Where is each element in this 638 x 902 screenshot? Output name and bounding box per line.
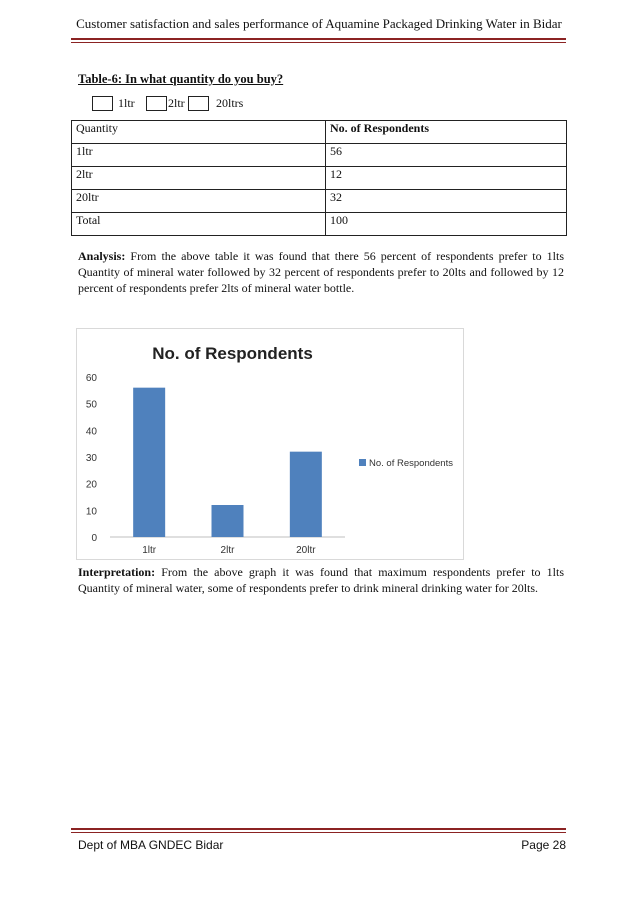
y-tick-label: 40 (85, 426, 97, 438)
table-header-quantity: Quantity (72, 121, 326, 144)
y-tick-label: 60 (85, 373, 97, 384)
y-tick-label: 30 (85, 453, 97, 464)
y-tick-label: 0 (91, 533, 97, 544)
header-rule-thin (71, 42, 566, 43)
table-cell-quantity: 20ltr (72, 190, 326, 213)
table-row-total (72, 213, 567, 236)
header-rule (71, 38, 566, 40)
bar-20ltr (290, 452, 322, 537)
table-cell-quantity: 1ltr (72, 144, 326, 167)
table-row (72, 144, 567, 167)
table-row (72, 190, 567, 213)
footer-page-number: Page 28 (521, 838, 566, 852)
option-label-20ltrs: 20ltrs (216, 96, 244, 110)
analysis-text: From the above table it was found that there 56 percent of respondents prefer to 1lts Quantity of mineral water followed by 32 percent of respondents prefer to 20lts and followed by 12 percent of respondents prefer 2lts of mineral water bottle. (78, 249, 564, 295)
x-tick-label: 20ltr (296, 545, 316, 556)
table-header-row (72, 121, 567, 144)
legend-swatch (359, 459, 366, 466)
footer-rule (71, 828, 566, 830)
option-label-1ltr: 1ltr (118, 96, 135, 110)
bar-chart (77, 329, 463, 559)
table-header-respondents: No. of Respondents (326, 121, 567, 144)
bar-1ltr (133, 388, 165, 537)
analysis-paragraph (78, 248, 564, 296)
page-header-title: Customer satisfaction and sales performance of Aquamine Packaged Drinking Water in Bidar (76, 16, 562, 31)
bar-2ltr (212, 505, 244, 537)
option-checkbox-20ltrs[interactable] (188, 96, 209, 111)
interpretation-label: Interpretation: (78, 565, 156, 579)
footer-department: Dept of MBA GNDEC Bidar (78, 838, 224, 852)
option-checkbox-2ltr[interactable] (146, 96, 167, 111)
legend-label: No. of Respondents (369, 458, 453, 469)
table-cell-quantity: Total (72, 213, 326, 236)
table-cell-count: 56 (326, 144, 567, 167)
table-cell-count: 12 (326, 167, 567, 190)
option-checkbox-1ltr[interactable] (92, 96, 113, 111)
table-cell-quantity: 2ltr (72, 167, 326, 190)
respondents-table (71, 120, 567, 236)
y-tick-label: 10 (85, 506, 97, 518)
table-cell-count: 32 (326, 190, 567, 213)
interpretation-text: From the above graph it was found that maximum respondents prefer to 1lts Quantity of mineral water, some of respondents prefer to drink mineral drinking water for 20lts. (78, 565, 564, 595)
table-row (72, 167, 567, 190)
interpretation-paragraph (78, 564, 564, 596)
x-tick-label: 1ltr (142, 545, 157, 556)
table-cell-count: 100 (326, 213, 567, 236)
chart-area (76, 328, 464, 560)
chart-title: No. of Respondents (152, 344, 313, 363)
footer-rule-thin (71, 832, 566, 833)
y-tick-label: 20 (85, 479, 97, 491)
option-label-2ltr: 2ltr (168, 96, 185, 110)
table-heading: Table-6: In what quantity do you buy? (78, 72, 284, 86)
y-tick-label: 50 (85, 399, 97, 411)
analysis-label: Analysis: (78, 249, 126, 263)
x-tick-label: 2ltr (220, 545, 235, 556)
